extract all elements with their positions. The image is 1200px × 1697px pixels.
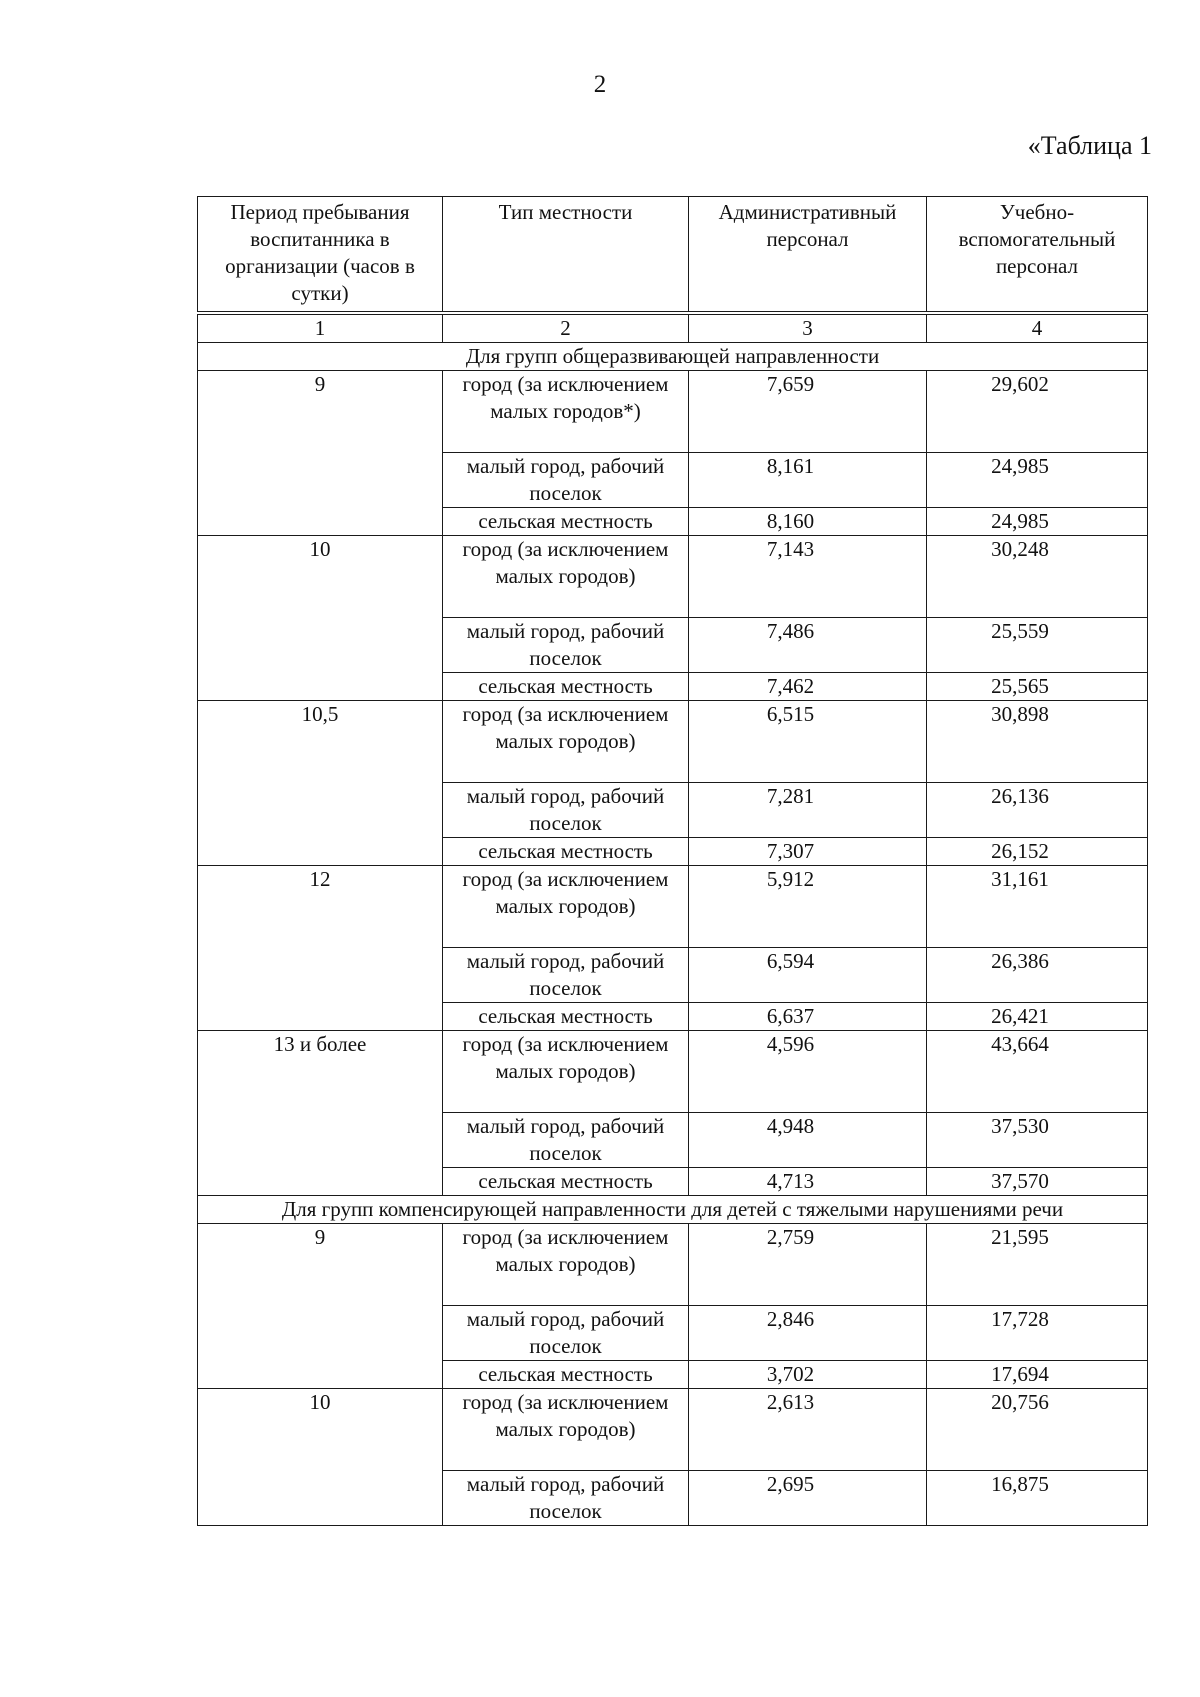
support-staff-value: 29,602	[927, 371, 1148, 453]
admin-staff-value: 4,596	[689, 1031, 927, 1113]
admin-staff-value: 7,307	[689, 838, 927, 866]
area-type-cell: малый город, рабочий поселок	[443, 453, 689, 508]
header-admin-staff: Административный персонал	[689, 197, 927, 312]
area-type-cell: малый город, рабочий поселок	[443, 1306, 689, 1361]
table-row	[198, 536, 1148, 618]
column-number: 3	[689, 315, 927, 343]
admin-staff-value: 8,161	[689, 453, 927, 508]
area-type-cell: город (за исключением малых городов)	[443, 701, 689, 783]
support-staff-value: 30,898	[927, 701, 1148, 783]
support-staff-value: 16,875	[927, 1471, 1148, 1526]
admin-staff-value: 6,594	[689, 948, 927, 1003]
admin-staff-value: 6,515	[689, 701, 927, 783]
support-staff-value: 24,985	[927, 453, 1148, 508]
support-staff-value: 37,530	[927, 1113, 1148, 1168]
staff-ratio-table	[197, 196, 1148, 1526]
support-staff-value: 30,248	[927, 536, 1148, 618]
support-staff-value: 25,559	[927, 618, 1148, 673]
support-staff-value: 26,421	[927, 1003, 1148, 1031]
header-area-type: Тип местности	[443, 197, 689, 312]
table-row	[198, 1389, 1148, 1471]
header-period: Период пребывания воспитанника в организации (часов в сутки)	[198, 197, 443, 312]
area-type-cell: город (за исключением малых городов)	[443, 1389, 689, 1471]
table-row	[198, 866, 1148, 948]
support-staff-value: 20,756	[927, 1389, 1148, 1471]
admin-staff-value: 2,759	[689, 1224, 927, 1306]
column-number: 4	[927, 315, 1148, 343]
admin-staff-value: 8,160	[689, 508, 927, 536]
area-type-cell: малый город, рабочий поселок	[443, 948, 689, 1003]
support-staff-value: 17,694	[927, 1361, 1148, 1389]
area-type-cell: малый город, рабочий поселок	[443, 783, 689, 838]
area-type-cell: город (за исключением малых городов)	[443, 1031, 689, 1113]
table-header-row	[198, 197, 1148, 312]
period-hours-cell: 13 и более	[198, 1031, 443, 1196]
admin-staff-value: 7,143	[689, 536, 927, 618]
admin-staff-value: 4,713	[689, 1168, 927, 1196]
table-row	[198, 1031, 1148, 1113]
group-title: Для групп компенсирующей направленности для детей с тяжелыми нарушениями речи	[198, 1196, 1148, 1224]
admin-staff-value: 3,702	[689, 1361, 927, 1389]
area-type-cell: сельская местность	[443, 1168, 689, 1196]
table-row	[198, 701, 1148, 783]
area-type-cell: сельская местность	[443, 1361, 689, 1389]
area-type-cell: город (за исключением малых городов*)	[443, 371, 689, 453]
support-staff-value: 43,664	[927, 1031, 1148, 1113]
table-caption: «Таблица 1	[1027, 131, 1152, 160]
area-type-cell: город (за исключением малых городов)	[443, 866, 689, 948]
support-staff-value: 25,565	[927, 673, 1148, 701]
area-type-cell: сельская местность	[443, 838, 689, 866]
area-type-cell: сельская местность	[443, 673, 689, 701]
period-hours-cell: 10	[198, 1389, 443, 1526]
area-type-cell: город (за исключением малых городов)	[443, 1224, 689, 1306]
period-hours-cell: 12	[198, 866, 443, 1031]
area-type-cell: город (за исключением малых городов)	[443, 536, 689, 618]
area-type-cell: малый город, рабочий поселок	[443, 1113, 689, 1168]
admin-staff-value: 2,613	[689, 1389, 927, 1471]
support-staff-value: 31,161	[927, 866, 1148, 948]
page-number: 2	[593, 71, 607, 98]
group-title: Для групп общеразвивающей направленности	[198, 343, 1148, 371]
support-staff-value: 26,136	[927, 783, 1148, 838]
table-row	[198, 1224, 1148, 1306]
support-staff-value: 24,985	[927, 508, 1148, 536]
admin-staff-value: 2,695	[689, 1471, 927, 1526]
group-header-row	[198, 1196, 1148, 1224]
support-staff-value: 37,570	[927, 1168, 1148, 1196]
support-staff-value: 26,386	[927, 948, 1148, 1003]
column-number: 2	[443, 315, 689, 343]
area-type-cell: сельская местность	[443, 1003, 689, 1031]
period-hours-cell: 9	[198, 371, 443, 536]
support-staff-value: 21,595	[927, 1224, 1148, 1306]
header-support-staff: Учебно-вспомогательный персонал	[927, 197, 1148, 312]
group-header-row	[198, 343, 1148, 371]
support-staff-value: 26,152	[927, 838, 1148, 866]
table-row	[198, 371, 1148, 453]
admin-staff-value: 7,462	[689, 673, 927, 701]
column-number: 1	[198, 315, 443, 343]
area-type-cell: малый город, рабочий поселок	[443, 1471, 689, 1526]
table-body	[198, 197, 1148, 1526]
admin-staff-value: 6,637	[689, 1003, 927, 1031]
area-type-cell: сельская местность	[443, 508, 689, 536]
admin-staff-value: 7,486	[689, 618, 927, 673]
support-staff-value: 17,728	[927, 1306, 1148, 1361]
column-number-row	[198, 315, 1148, 343]
period-hours-cell: 10,5	[198, 701, 443, 866]
period-hours-cell: 10	[198, 536, 443, 701]
admin-staff-value: 4,948	[689, 1113, 927, 1168]
area-type-cell: малый город, рабочий поселок	[443, 618, 689, 673]
admin-staff-value: 5,912	[689, 866, 927, 948]
admin-staff-value: 7,659	[689, 371, 927, 453]
period-hours-cell: 9	[198, 1224, 443, 1389]
admin-staff-value: 7,281	[689, 783, 927, 838]
admin-staff-value: 2,846	[689, 1306, 927, 1361]
staff-table-container	[197, 196, 1148, 1526]
